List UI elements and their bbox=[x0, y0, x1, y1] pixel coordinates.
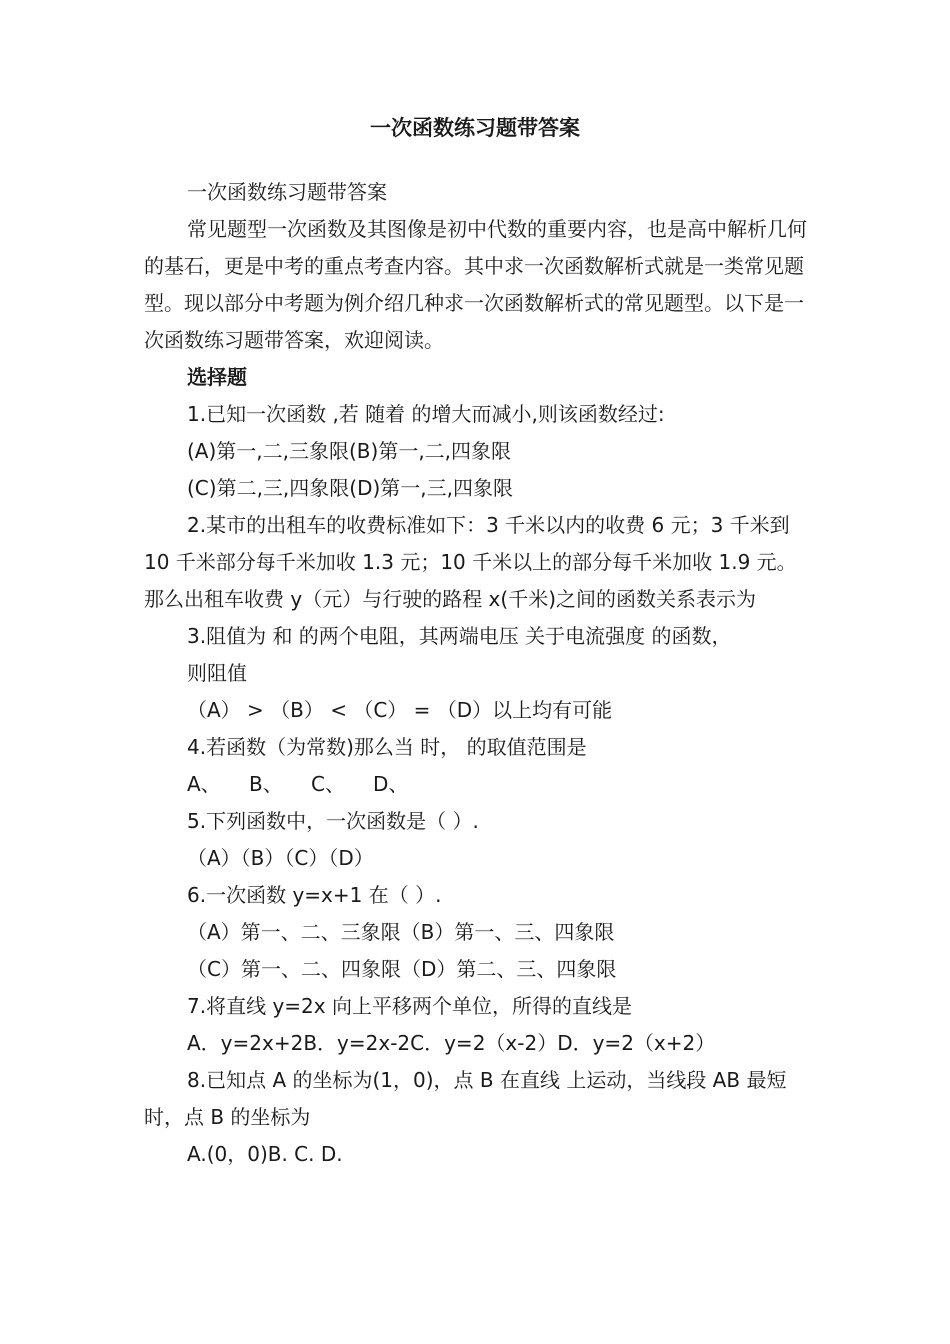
question-6-options-ab: （A）第一、二、三象限（B）第一、三、四象限 bbox=[187, 920, 615, 944]
subtitle-paragraph: 一次函数练习题带答案 bbox=[187, 180, 387, 204]
question-6-options-cd: （C）第一、二、四象限（D）第二、三、四象限 bbox=[187, 957, 617, 981]
question-1: 1.已知一次函数 ,若 随着 的增大而减小,则该函数经过: bbox=[187, 402, 665, 426]
option-b: B、 bbox=[249, 772, 283, 796]
question-2: 2.某市的出租车的收费标准如下：3 千米以内的收费 6 元；3 千米到 10 千米部分每千米加收 1.3 元；10 千米以上的部分每千米加收 1.9 元。那么出租车收费 y（元）与行驶的路程 x(千米)之间的函数关系表示为 bbox=[144, 513, 797, 611]
question-5: 5.下列函数中，一次函数是（ ）. bbox=[187, 809, 479, 833]
question-8-options: A.(0，0)B. C. D. bbox=[187, 1142, 343, 1166]
option-a: A、 bbox=[187, 772, 221, 796]
document-title: 一次函数练习题带答案 bbox=[370, 116, 580, 140]
question-7: 7.将直线 y=2x 向上平移两个单位，所得的直线是 bbox=[187, 994, 632, 1018]
question-3-options: （A） > （B） < （C） = （D）以上均有可能 bbox=[187, 698, 613, 722]
question-5-options: （A）（B）（C）（D） bbox=[187, 846, 374, 870]
question-8: 8.已知点 A 的坐标为(1，0)，点 B 在直线 上运动，当线段 AB 最短时，点 B 的坐标为 bbox=[144, 1068, 787, 1129]
option-d: D、 bbox=[373, 772, 409, 796]
question-7-options: A．y=2x+2B．y=2x-2C．y=2（x-2）D．y=2（x+2） bbox=[187, 1031, 716, 1055]
option-c: C、 bbox=[311, 772, 345, 796]
document-body bbox=[144, 174, 808, 1173]
question-4-options bbox=[144, 766, 808, 803]
question-6: 6.一次函数 y=x+1 在（ ）. bbox=[187, 883, 442, 907]
question-4: 4.若函数（为常数)那么当 时， 的取值范围是 bbox=[187, 735, 587, 759]
section-heading: 选择题 bbox=[187, 365, 247, 389]
intro-paragraph: 常见题型一次函数及其图像是初中代数的重要内容，也是高中解析几何的基石，更是中考的重点考查内容。其中求一次函数解析式就是一类常见题型。现以部分中考题为例介绍几种求一次函数解析式的常见题型。以下是一次函数练习题带答案，欢迎阅读。 bbox=[144, 217, 807, 352]
question-1-options-cd: (C)第二,三,四象限(D)第一,三,四象限 bbox=[187, 476, 514, 500]
question-3-continued: 则阻值 bbox=[187, 661, 247, 685]
question-3: 3.阻值为 和 的两个电阻，其两端电压 关于电流强度 的函数， bbox=[187, 624, 732, 648]
question-1-options-ab: (A)第一,二,三象限(B)第一,二,四象限 bbox=[187, 439, 512, 463]
